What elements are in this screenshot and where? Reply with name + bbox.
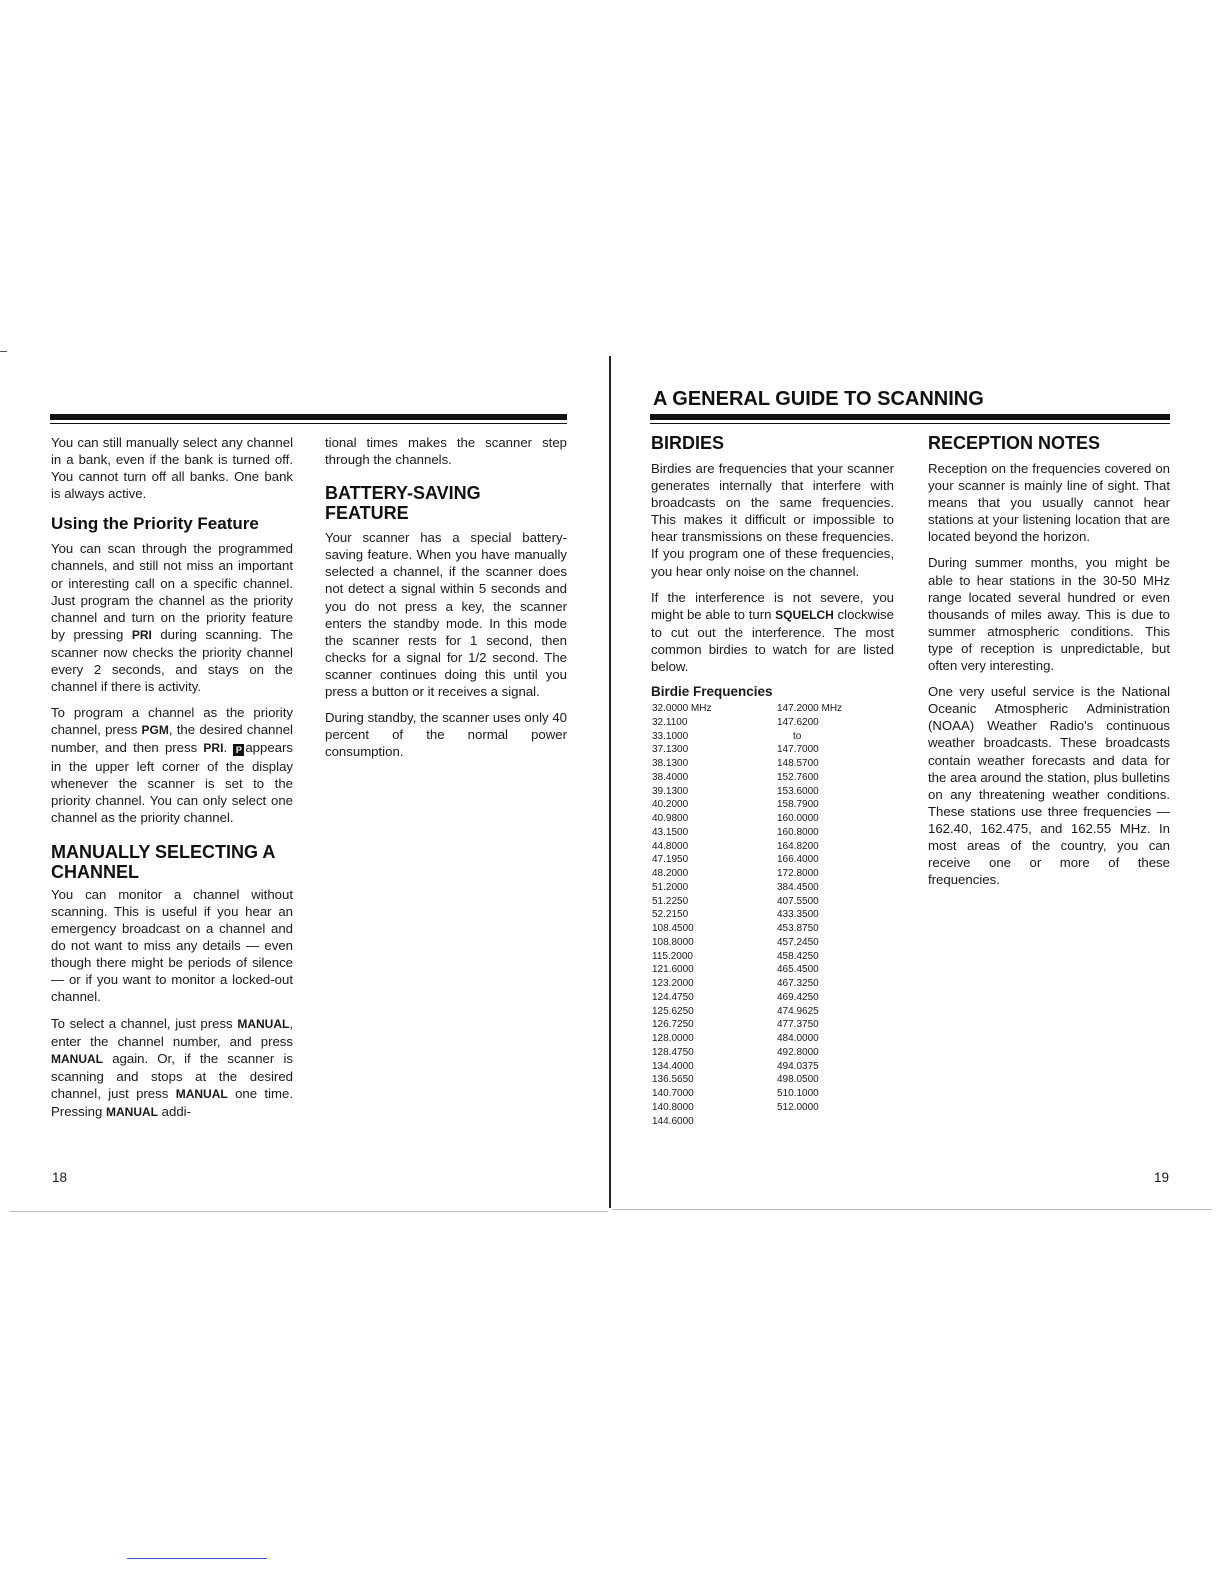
birdie-frequency-table (651, 702, 894, 1132)
frequency-entry: 136.5650 (652, 1074, 694, 1086)
paragraph: If the interference is not severe, you might be able to turn SQUELCH clockwise to cut out the interference. The most common birdies to watch for are listed below. (651, 589, 894, 675)
frequency-entry: 126.7250 (652, 1019, 694, 1031)
frequency-entry: 477.3750 (777, 1019, 819, 1031)
frequency-entry: 32.1100 (652, 716, 688, 728)
paragraph: During summer months, you might be able to hear stations in the 30-50 MHz range located several hundred or even thousands of miles away. This is due to summer atmospheric conditions. This type of reception is unpredictable, but often very interesting. (928, 555, 1170, 674)
frequency-entry: 164.8200 (777, 840, 819, 852)
page-number-left: 18 (52, 1170, 68, 1185)
key-label: PRI (131, 627, 152, 642)
frequency-entry: 38.4000 (652, 771, 689, 783)
birdie-frequencies-title: Birdie Frequencies (651, 684, 773, 700)
frequency-entry: 32.0000 MHz (652, 703, 712, 715)
manual-heading: MANUALLY SELECTING A CHANNEL (51, 841, 275, 882)
frequency-entry: 166.4000 (777, 854, 819, 866)
paragraph: Your scanner has a special battery-saving feature. When you have manually selected a channel, if the scanner does not detect a signal within 5 seconds and you do not press a key, the scanner enters the standby mode. In this mode the scanner rests for 1 second, then checks for a signal for 1/2 second. The scanner continues doing this until you press a button or it receives a signal. (325, 530, 567, 700)
paragraph: To program a channel as the priority channel, press PGM, the desired channel number, and then press PRI. P appears in the upper left corner of the display whenever the scanner is set to the priority channel. You can only select one channel as the priority channel. (51, 705, 293, 825)
frequency-entry: 128.0000 (652, 1033, 694, 1045)
bottom-edge-left (10, 1211, 608, 1212)
page-number-right: 19 (1154, 1170, 1170, 1185)
frequency-entry: 44.8000 (652, 840, 689, 852)
right-page-top-rule (650, 414, 1170, 420)
left-page-top-rule (50, 414, 567, 420)
key-label: PRI (203, 741, 224, 756)
key-label: SQUELCH (775, 607, 834, 622)
left-page-top-rule-thin (50, 423, 567, 424)
frequency-entry: 124.4750 (652, 991, 694, 1003)
birdies-column (651, 433, 894, 1132)
reception-column (928, 433, 1170, 897)
key-label: MANUAL (237, 1016, 290, 1031)
frequency-column-1 (652, 702, 711, 1128)
priority-indicator-icon: P (233, 744, 244, 756)
frequency-entry: 158.7900 (777, 799, 819, 811)
key-label: MANUAL (105, 1105, 158, 1119)
left-page-column-1 (51, 434, 293, 1130)
frequency-entry: 498.0500 (777, 1074, 819, 1086)
frequency-column-2 (777, 702, 842, 1115)
frequency-entry: 457.2450 (777, 936, 819, 948)
priority-heading: Using the Priority Feature (51, 514, 259, 534)
frequency-entry: 140.8000 (652, 1101, 694, 1113)
frequency-entry: 147.7000 (777, 744, 819, 756)
frequency-entry: 492.8000 (777, 1046, 819, 1058)
key-label: MANUAL (51, 1051, 103, 1066)
frequency-entry: 465.4500 (777, 964, 819, 976)
frequency-entry: 43.1500 (652, 826, 689, 838)
frequency-entry: 33.1000 (652, 730, 689, 742)
frequency-entry: 115.2000 (652, 950, 693, 962)
birdies-heading: BIRDIES (651, 433, 725, 453)
frequency-entry: 453.8750 (777, 923, 819, 935)
frequency-entry: 484.0000 (777, 1033, 819, 1045)
frequency-entry: 384.4500 (777, 881, 819, 893)
frequency-entry: 40.2000 (652, 799, 689, 811)
frequency-entry: 474.9625 (777, 1005, 819, 1017)
paragraph: During standby, the scanner uses only 40 percent of the normal power consumption. (325, 710, 567, 760)
frequency-entry: 144.6000 (652, 1115, 694, 1127)
reception-heading: RECEPTION NOTES (928, 433, 1101, 453)
right-page-top-rule-thin (650, 423, 1170, 424)
paragraph: You can scan through the programmed channels, and still not miss an important or interesting call on a specific channel. Just program the channel as the priority channel and turn on the priority feature by pressing PRI during scanning. The scanner now checks the priority channel every 2 seconds, and stays on the channel if there is activity. (51, 541, 293, 695)
frequency-entry: 147.6200 (777, 716, 819, 728)
frequency-entry: 512.0000 (777, 1101, 819, 1113)
frequency-entry: to (793, 730, 802, 742)
frequency-entry: 51.2250 (652, 895, 689, 907)
frequency-entry: 148.5700 (777, 758, 819, 770)
frequency-entry: 39.1300 (652, 785, 689, 797)
frequency-entry: 134.4000 (652, 1060, 694, 1072)
frequency-entry: 407.5500 (777, 895, 819, 907)
frequency-entry: 37.1300 (652, 744, 689, 756)
frequency-entry: 48.2000 (652, 868, 689, 880)
paragraph: To select a channel, just press MANUAL, enter the channel number, and press MANUAL again. Or, if the scanner is scanning and stops at the desired channel, just press MANUAL one time. Pressing MANUAL addi- (51, 1015, 293, 1119)
paragraph: tional times makes the scanner step through the channels. (325, 435, 567, 468)
frequency-entry: 123.2000 (652, 978, 694, 990)
margin-tick (0, 351, 7, 352)
left-page-column-2 (325, 434, 567, 769)
center-fold-line (609, 356, 611, 1208)
frequency-entry: 458.4250 (777, 950, 819, 962)
paragraph: You can still manually select any channel in a bank, even if the bank is turned off. You cannot turn off all banks. One bank is always active. (51, 435, 293, 502)
frequency-entry: 38.1300 (652, 758, 689, 770)
paragraph: One very useful service is the National Oceanic Atmospheric Administration (NOAA) Weather Radio's continuous weather broadcasts. These broadcasts contain weather forecasts and data for the area around the station, plus bulletins on any threatening weather conditions. These stations use three frequencies — 162.40, 162.475, and 162.55 MHz. In most areas of the country, you can receive one or more of these frequencies. (928, 684, 1170, 888)
key-label: PGM (141, 723, 169, 738)
frequency-entry: 467.3250 (777, 978, 819, 990)
frequency-entry: 510.1000 (777, 1088, 819, 1100)
battery-heading: BATTERY-SAVING FEATURE (325, 483, 481, 524)
frequency-entry: 160.8000 (777, 826, 819, 838)
frequency-entry: 433.3500 (777, 909, 819, 921)
paragraph: Reception on the frequencies covered on your scanner is mainly line of sight. That means that you usually cannot hear stations at your listening location that are located beyond the horizon. (928, 461, 1170, 545)
frequency-entry: 152.7600 (777, 771, 819, 783)
page-title: A GENERAL GUIDE TO SCANNING (653, 388, 984, 410)
frequency-entry: 494.0375 (777, 1060, 819, 1072)
frequency-entry: 172.8000 (777, 868, 819, 880)
frequency-entry: 108.4500 (652, 923, 694, 935)
frequency-entry: 469.4250 (777, 991, 819, 1003)
frequency-entry: 125.6250 (652, 1005, 694, 1017)
frequency-entry: 140.7000 (652, 1088, 694, 1100)
paragraph: You can monitor a channel without scanning. This is useful if you hear an emergency broadcast on a channel and do not want to miss any details — even though there might be periods of silence — or if you want to monitor a locked-out channel. (51, 886, 293, 1005)
bottom-blue-line (127, 1558, 267, 1559)
frequency-entry: 108.8000 (652, 936, 694, 948)
frequency-entry: 128.4750 (652, 1046, 694, 1058)
frequency-entry: 40.9800 (652, 813, 689, 825)
key-label: MANUAL (175, 1086, 228, 1101)
frequency-entry: 51.2000 (652, 881, 689, 893)
paragraph: Birdies are frequencies that your scanner generates internally that interfere with broadcasts on the same frequencies. This makes it difficult or impossible to hear transmissions on these frequencies. If you program one of these frequencies, you hear only noise on the channel. (651, 461, 894, 579)
frequency-entry: 47.1950 (652, 854, 689, 866)
frequency-entry: 147.2000 MHz (777, 703, 843, 715)
frequency-entry: 153.6000 (777, 785, 819, 797)
bottom-edge-right (612, 1209, 1212, 1210)
frequency-entry: 160.0000 (777, 813, 819, 825)
frequency-entry: 52.2150 (652, 909, 689, 921)
frequency-entry: 121.6000 (652, 964, 694, 976)
